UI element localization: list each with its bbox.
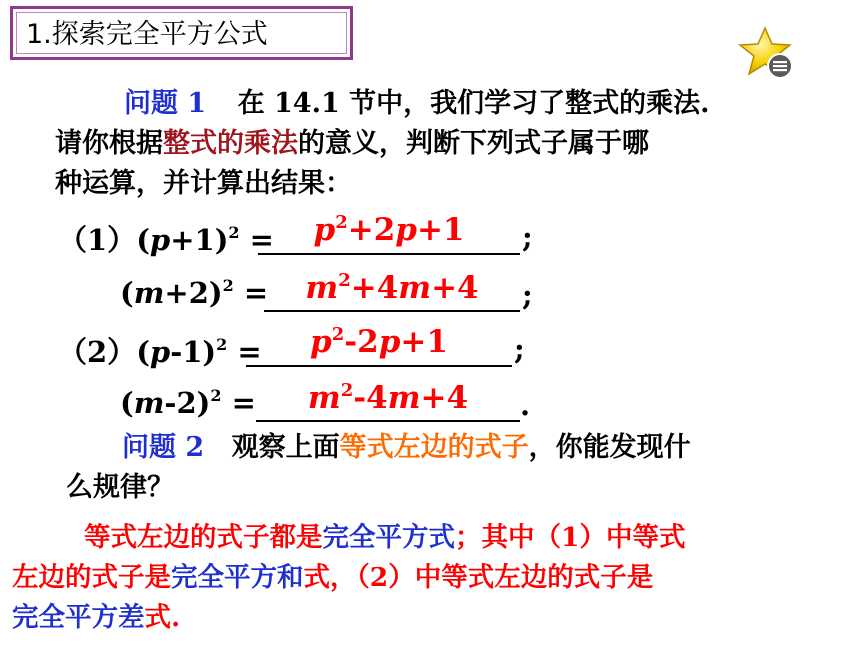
answer-1: $p^2+2p+1$ (313, 212, 465, 248)
question1-label: 问题 1 (124, 88, 207, 119)
answer-blank-3 (246, 365, 512, 367)
question1-line2 (55, 124, 649, 164)
eq-end-3: ; (514, 332, 525, 366)
conclusion-line3: 完全平方差式. (12, 602, 181, 633)
eq-sign: +2 (164, 276, 209, 310)
question2-highlight: 等式左边的式子 (339, 432, 529, 463)
conclusion-line2: 左边的式子是完全平方和式，（2）中等式左边的式子是 (12, 562, 654, 593)
star-icon (738, 26, 796, 82)
answer-3: $p^2-2p+1$ (310, 324, 448, 360)
equation-3: $(2)(p-1)^2$ = (58, 335, 262, 369)
question2-line2: 么规律？ (66, 472, 174, 503)
eq-prefix: （2） (58, 335, 137, 369)
section-number: 14.1 (274, 88, 340, 119)
equation-4: $(m-2)^2$ = (120, 386, 256, 420)
eq-end-2: ; (522, 278, 533, 312)
answer-4: $m^2-4m+4$ (307, 380, 469, 416)
q1-line2-post: 的意义，判断下列式子属于哪 (298, 128, 649, 159)
eq-end-1: ; (522, 220, 533, 254)
eq-var: m (133, 276, 165, 310)
eq-sign: +1 (170, 223, 215, 257)
conclusion-line1: 等式左边的式子都是完全平方式；其中（1）中等式 (84, 522, 686, 553)
eq-var: p (149, 223, 171, 257)
q1-highlight: 整式的乘法 (163, 128, 298, 159)
menu-icon (768, 54, 792, 78)
eq-sign: -2 (164, 386, 197, 420)
eq-var: p (149, 335, 171, 369)
question2-line1 (122, 428, 691, 468)
question1-line1 (124, 84, 710, 124)
question2-label: 问题 2 (122, 432, 205, 463)
question1-line3: 种运算，并计算出结果： (55, 168, 352, 199)
question2-tail: ，你能发现什 (528, 432, 691, 463)
eq-prefix: （1） (58, 223, 137, 257)
q1-line2-pre: 请你根据 (55, 128, 163, 159)
equation-2: $(m+2)^2$ = (120, 276, 269, 310)
question1-lead: 在 (237, 88, 265, 119)
eq-sign: -1 (170, 335, 203, 369)
answer-blank-4 (256, 420, 520, 422)
question1-rest: 节中，我们学习了整式的乘法. (349, 88, 710, 119)
question2-lead: 观察上面 (231, 432, 340, 463)
eq-var: m (133, 386, 165, 420)
eq-end-4: . (520, 388, 531, 422)
equation-1: $(1)(p+1)^2$ = (58, 223, 274, 257)
star-menu-button[interactable] (738, 26, 796, 82)
answer-2: $m^2+4m+4$ (305, 270, 479, 306)
answer-blank-2 (264, 310, 520, 312)
page-title: 1.探索完全平方公式 (26, 19, 268, 50)
answer-blank-1 (258, 253, 520, 255)
